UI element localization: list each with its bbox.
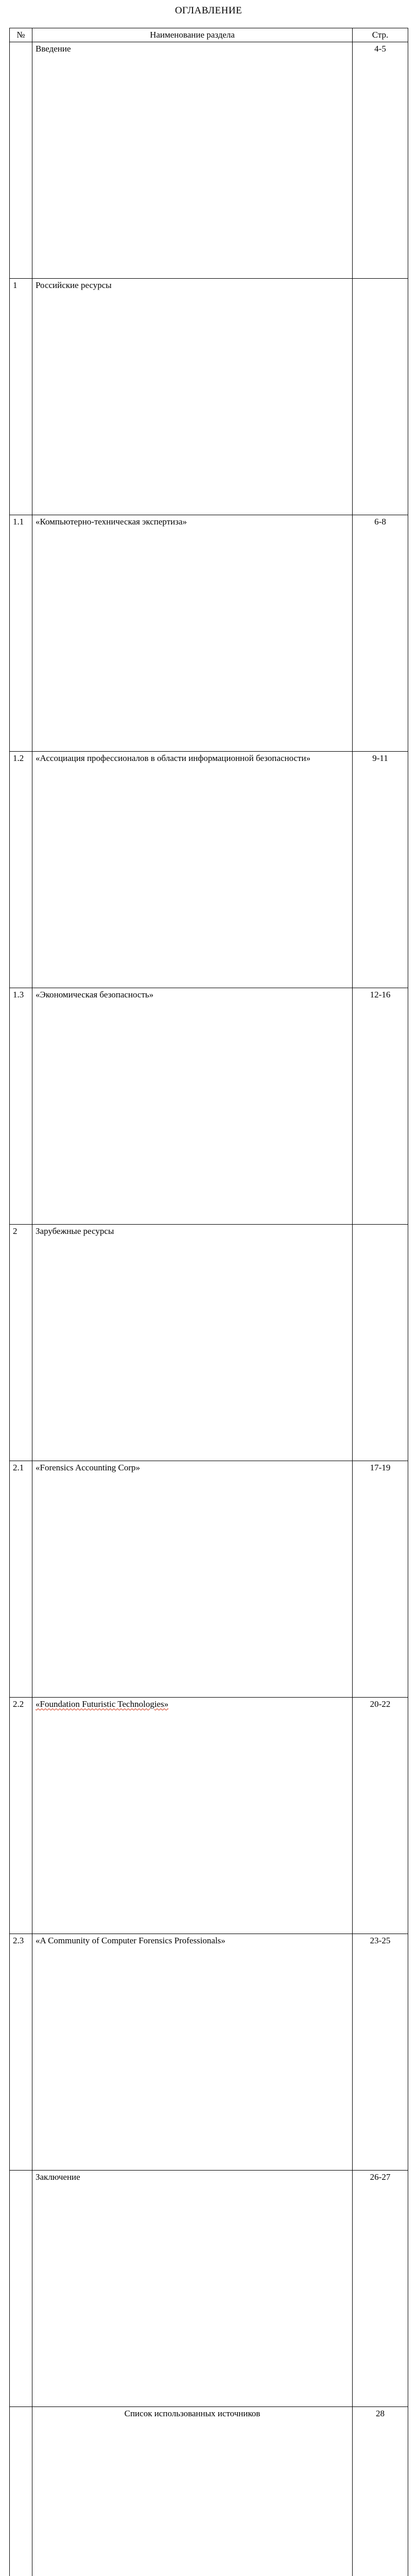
row-page xyxy=(353,279,408,515)
row-page: 20-22 xyxy=(353,1698,408,1934)
table-row xyxy=(10,1698,408,1934)
row-number: 2.1 xyxy=(10,1461,32,1698)
row-number: 2 xyxy=(10,1225,32,1461)
table-row xyxy=(10,988,408,1225)
row-title: «Компьютерно-техническая экспертиза» xyxy=(32,515,353,752)
row-page: 26-27 xyxy=(353,2171,408,2407)
table-row xyxy=(10,42,408,279)
row-title: Список использованных источников xyxy=(32,2407,353,2576)
row-number: 1.3 xyxy=(10,988,32,1225)
table-row xyxy=(10,2407,408,2576)
row-title: Заключение xyxy=(32,2171,353,2407)
row-title: Российские ресурсы xyxy=(32,279,353,515)
row-page: 17-19 xyxy=(353,1461,408,1698)
row-title: «Foundation Futuristic Technologies» xyxy=(32,1698,353,1934)
row-page: 23-25 xyxy=(353,1934,408,2171)
table-row xyxy=(10,2171,408,2407)
row-page: 12-16 xyxy=(353,988,408,1225)
table-row xyxy=(10,1225,408,1461)
table-header-row xyxy=(10,28,408,42)
table-row xyxy=(10,515,408,752)
row-page xyxy=(353,1225,408,1461)
toc-table xyxy=(9,28,408,2576)
row-number xyxy=(10,2407,32,2576)
row-page: 4-5 xyxy=(353,42,408,279)
row-title: Зарубежные ресурсы xyxy=(32,1225,353,1461)
column-header-page: Стр. xyxy=(353,28,408,42)
row-page: 6-8 xyxy=(353,515,408,752)
row-title: «Forensics Accounting Corp» xyxy=(32,1461,353,1698)
table-row xyxy=(10,1461,408,1698)
row-number: 1.1 xyxy=(10,515,32,752)
column-header-name: Наименование раздела xyxy=(32,28,353,42)
document-page xyxy=(0,5,417,2419)
row-number: 2.2 xyxy=(10,1698,32,1934)
table-row xyxy=(10,1934,408,2171)
row-number xyxy=(10,42,32,279)
row-number xyxy=(10,2171,32,2407)
row-title: «Экономическая безопасность» xyxy=(32,988,353,1225)
row-page: 28 xyxy=(353,2407,408,2576)
table-row xyxy=(10,752,408,988)
page-title: ОГЛАВЛЕНИЕ xyxy=(175,5,242,16)
table-row xyxy=(10,279,408,515)
row-title: «Ассоциация профессионалов в области информационной безопасности» xyxy=(32,752,353,988)
row-page: 9-11 xyxy=(353,752,408,988)
row-number: 1.2 xyxy=(10,752,32,988)
table-of-contents xyxy=(9,28,408,2576)
row-title: «A Community of Computer Forensics Professionals» xyxy=(32,1934,353,2171)
column-header-number: № xyxy=(10,28,32,42)
row-number: 2.3 xyxy=(10,1934,32,2171)
row-number: 1 xyxy=(10,279,32,515)
row-title: Введение xyxy=(32,42,353,279)
